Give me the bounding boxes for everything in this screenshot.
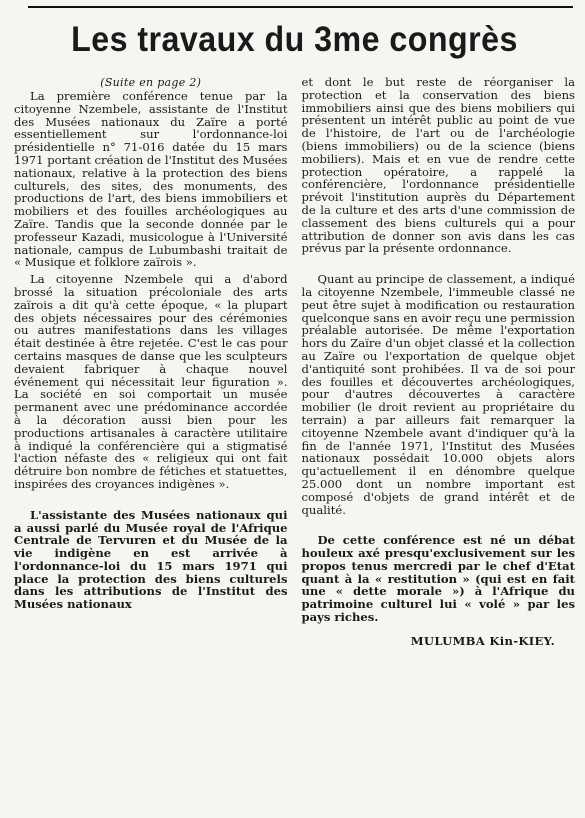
left-column [14,76,288,648]
paragraph: et dont le but reste de réorganiser la protection et la conservation des biens immobiliers ainsi que des biens mobiliers qui présentent un intérêt public au point de vue de l'histoire, de l'art ou de l'archéologie (biens immobiliers) ou de la science (biens mobiliers). Mais et en vue de rendre cette protection opératoire, a rappelé la conférencière, l'ordonnance présidentielle prévoit l'institution auprès du Département de la culture et des arts d'une commission de classement des biens culturels qui a pour attribution de donner son avis dans les cas prévus par la présente ordonnance. [301,75,575,256]
article-body [14,76,575,648]
paragraph: La citoyenne Nzembele qui a d'abord brossé la situation précoloniale des arts zaïrois a dit qu'à cette époque, « la plupart des objets nécessaires pour des cérémonies ou autres manifestations dans les villages était destinée à être rejetée. C'est le cas pour certains masques de danse que les sculpteurs devaient fabriquer à chaque nouvel événement qui nécessitait leur figuration ». La société en soi comportait un musée permanent avec une prédominance accordée à la décoration aussi bien pour les productions artisanales à caractère utilitaire à indiqué la conférencière qui a stigmatisé l'action néfaste des « religieux qui ont fait détruire bon nombre de fétiches et statuettes, inspirées des croyances indigènes ». [14,272,288,491]
continued-note: (Suite en page 2) [100,76,202,89]
top-rule [28,6,573,8]
headline: Les travaux du 3me congrès [71,20,518,59]
paragraph: De cette conférence est né un débat houleux axé presqu'exclusivement sur les propos tenus mercredi par le chef d'Etat quant à la « restitution » (qui est en fait une « dette morale ») à l'Afrique du patrimoine culturel lui « volé » par les pays riches. [301,533,575,625]
paragraph: L'assistante des Musées nationaux qui a aussi parlé du Musée royal de l'Afrique Centrale de Tervuren et du Musée de la vie indigène en est arrivée à l'ordonnance-loi du 15 mars 1971 qui place la protection des biens culturels dans les attributions de l'Institut des Musées nationaux [14,507,288,612]
paragraph: Quant au principe de classement, a indiqué la citoyenne Nzembele, l'immeuble classé ne peut être sujet à modification ou restauration quelconque sans en avoir reçu une permission préalable autorisée. De même l'exportation hors du Zaïre d'un objet classé et la collection au Zaïre ou l'exportation de quelque objet d'antiquité sont prohibées. Il va de soi pour des fouilles et découvertes archéologiques, pour d'autres découvertes à caractère mobilier (le droit revient au propriétaire du terrain) a par ailleurs fait remarquer la citoyenne Nzembele avant d'indiquer qu'à la fin de l'année 1971, l'Institut des Musées nationaux possédait 10.000 objets alors qu'actuellement il en dénombre quelque 25.000 dont un nombre important est composé d'objets de grand intérêt et de qualité. [301,272,575,517]
paragraph: La première conférence tenue par la citoyenne Nzembele, assistante de l'Institut des Musées nationaux du Zaïre a porté essentiellement sur l'ordonnance-loi présidentielle n° 71-016 datée du 15 mars 1971 portant création de l'Institut des Musées nationaux, relative à la protection des biens culturels, des sites, des monuments, des productions de l'art, des biens immobiliers et mobiliers et des fouilles archéologiques au Zaïre. Tandis que la seconde donnée par le professeur Kazadi, musicologue à l'Université nationale, campus de Lubumbashi traitait de « Musique et folklore zaïrois ». [14,89,288,270]
right-column [302,76,576,648]
byline: MULUMBA Kin-KIEY. [410,633,555,648]
